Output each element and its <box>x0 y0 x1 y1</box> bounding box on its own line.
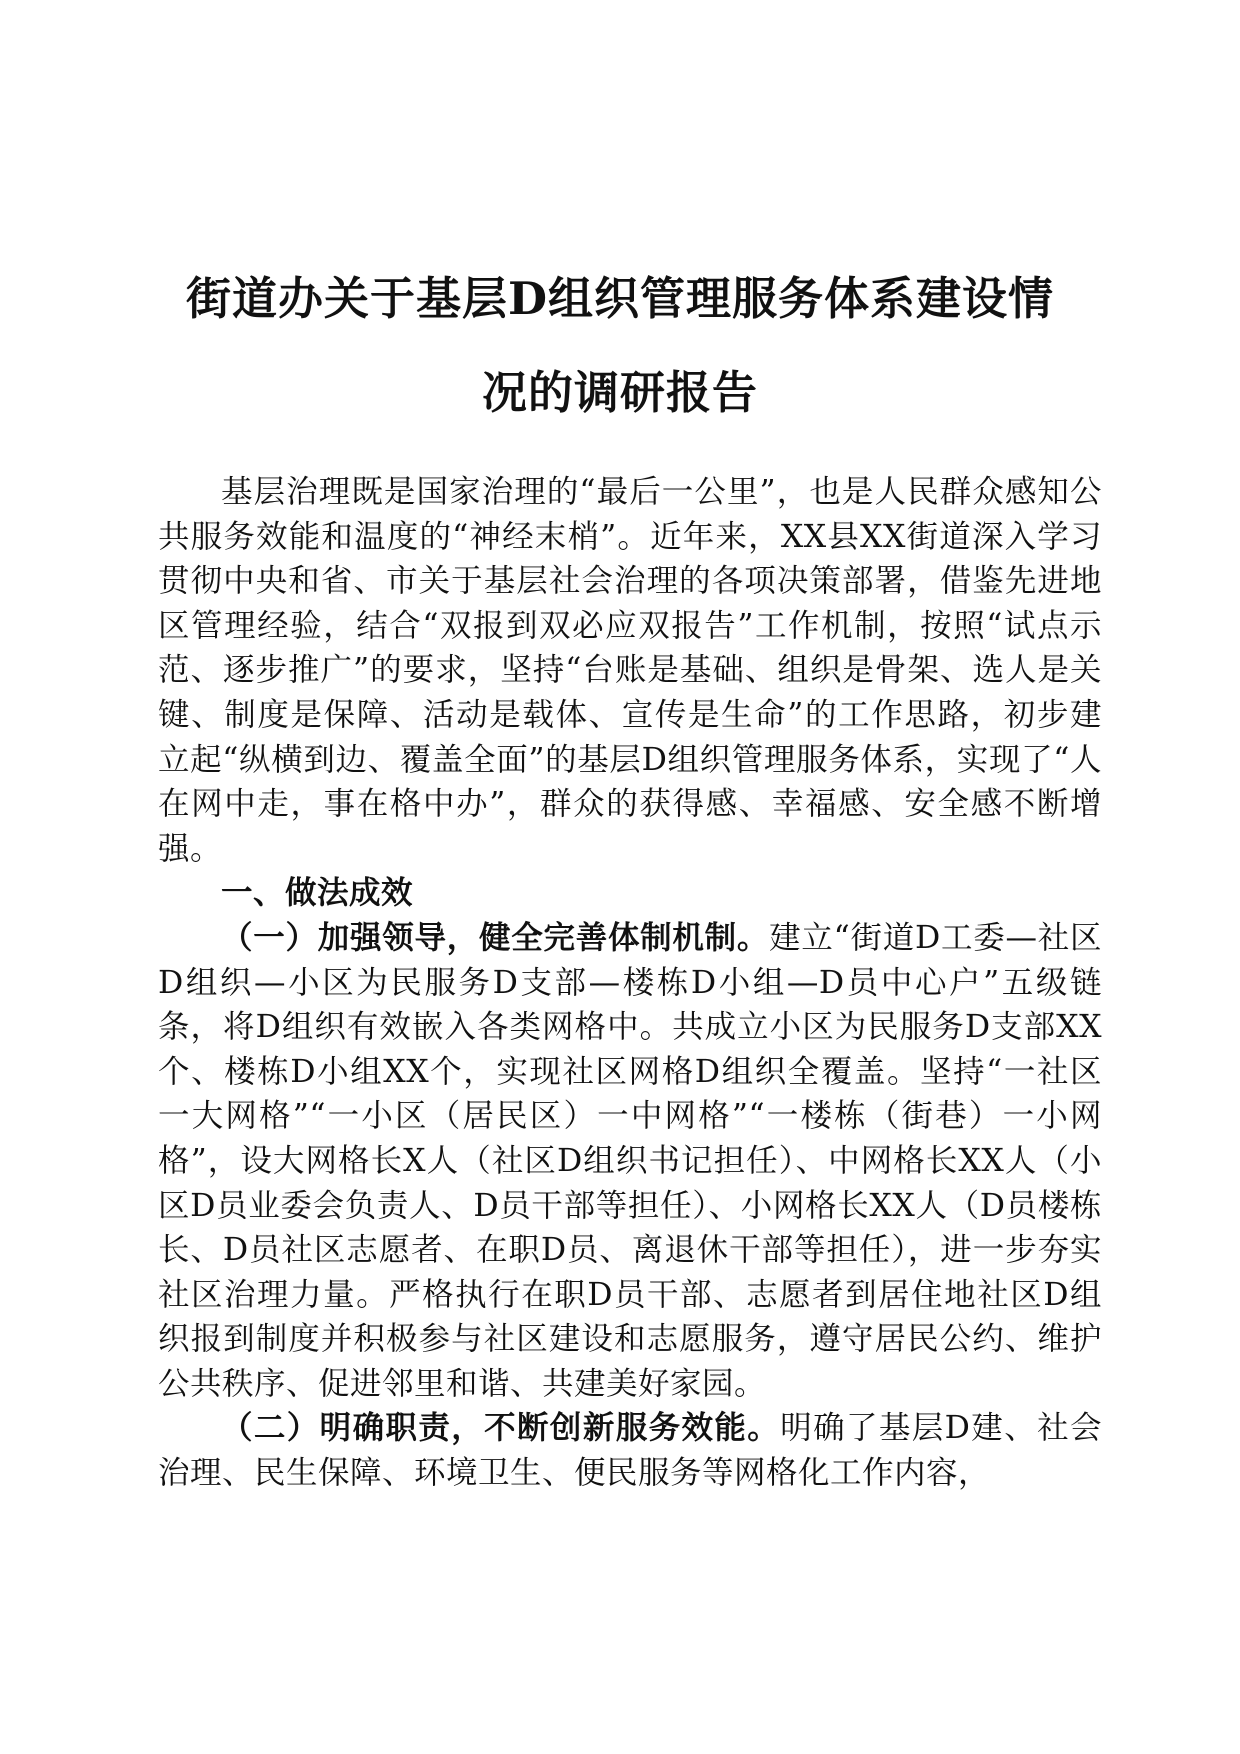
subsection-2-title: （二）明确职责，不断创新服务效能。 <box>221 1409 781 1447</box>
subsection-1-paragraph <box>158 916 1102 1407</box>
document-body <box>158 470 1102 1496</box>
document-title <box>140 252 1100 440</box>
section-heading: 一、做法成效 <box>221 874 414 912</box>
subsection-2-text: 明确了基层D建、社会治理、民生保障、环境卫生、便民服务等网格化工作内容， <box>158 1410 1102 1492</box>
subsection-1-title: （一）加强领导，健全完善体制机制。 <box>221 918 770 956</box>
subsection-2-paragraph <box>158 1406 1102 1495</box>
subsection-1-text: 建立“街道D工委—社区D组织—小区为民服务D支部—楼栋D小组—D员中心户”五级链条，将D组织有效嵌入各类网格中。共成立小区为民服务D支部XX个、楼栋D小组XX个，实现社区网格D组织全覆盖。坚持“一社区一大网格”“一小区（居民区）一中网格”“一楼栋（街巷）一小网格”，设大网格长X人（社区D组织书记担任）、中网格长XX人（小区D员业委会负责人、D员干部等担任）、小网格长XX人（D员楼栋长、D员社区志愿者、在职D员、离退休干部等担任），进一步夯实社区治理力量。严格执行在职D员干部、志愿者到居住地社区D组织报到制度并积极参与社区建设和志愿服务，遵守居民公约、维护公共秩序、促进邻里和谐、共建美好家园。 <box>158 919 1102 1402</box>
title-line-1: 街道办关于基层D组织管理服务体系建设情 <box>185 272 1055 325</box>
intro-paragraph: 基层治理既是国家治理的“最后一公里”，也是人民群众感知公共服务效能和温度的“神经末梢”。近年来，XX县XX街道深入学习贯彻中央和省、市关于基层社会治理的各项决策部署，借鉴先进地区管理经验，结合“双报到双必应双报告”工作机制，按照“试点示范、逐步推广”的要求，坚持“台账是基础、组织是骨架、选人是关键、制度是保障、活动是载体、宣传是生命”的工作思路，初步建立起“纵横到边、覆盖全面”的基层D组织管理服务体系，实现了“人在网中走，事在格中办”，群众的获得感、幸福感、安全感不断增强。 <box>158 474 1102 867</box>
title-line-2: 况的调研报告 <box>481 366 758 419</box>
